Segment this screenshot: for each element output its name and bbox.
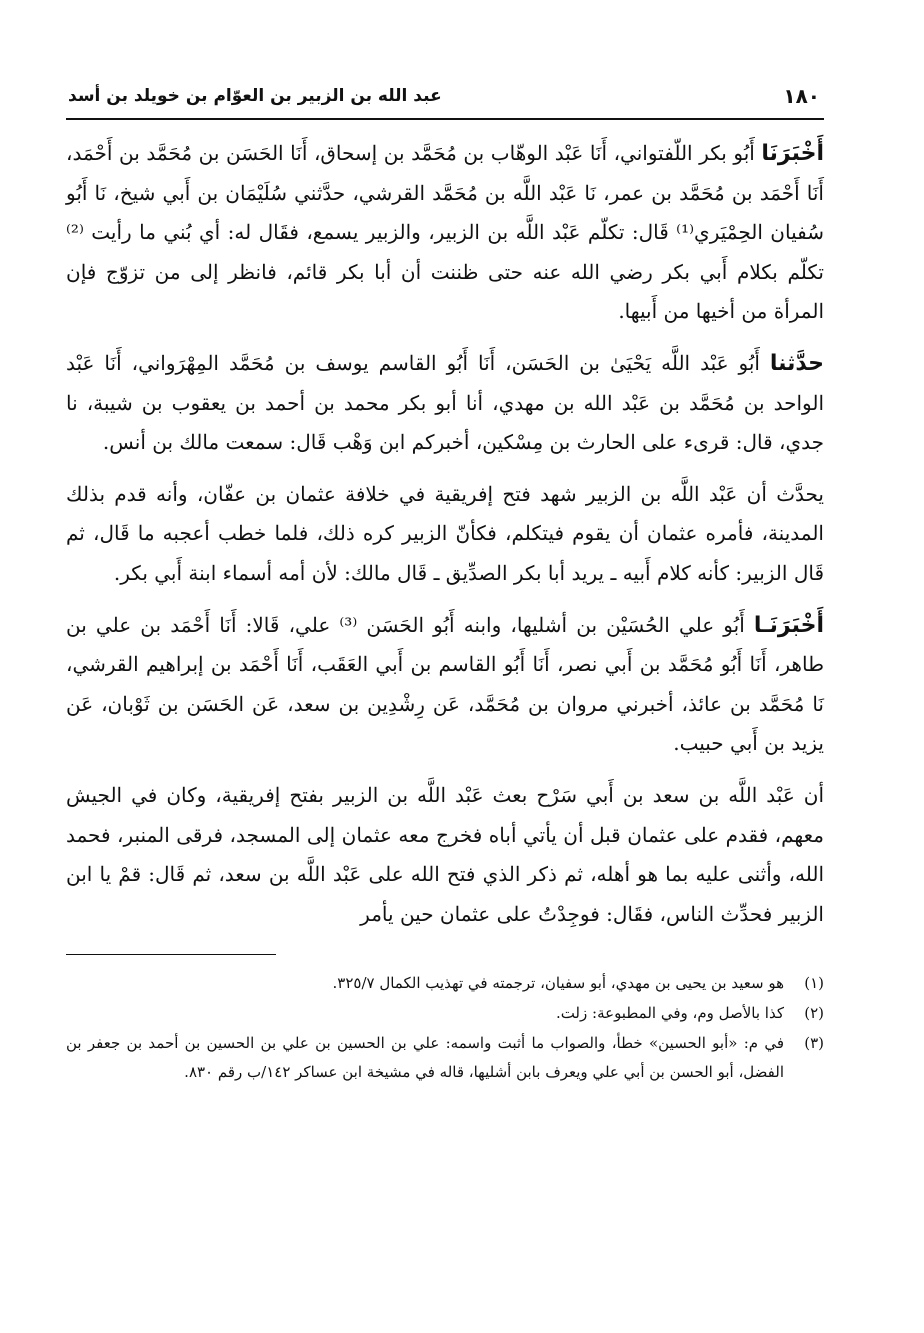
footnote-text: في م: «أبو الحسين» خطأ، والصواب ما أثبت واسمه: علي بن الحسين بن علي بن الحسين بن أحمد بن جعفر بن الفضل، أبو الحسن بن أبي علي ويعرف بابن أشليها، قاله في مشيخة ابن عساكر ١٤٢/ب رقم ٨٣٠. [66, 1034, 784, 1082]
book-page [66, 80, 824, 1310]
paragraph-lead-word: أَخْبَرَنَـا [753, 612, 824, 638]
footnote-text: كذا بالأصل وم، وفي المطبوعة: زلت. [555, 1004, 784, 1023]
paragraph-text: أَبُو بكر اللّفتواني، أَنَا عَبْد الوهّاب بن مُحَمَّد بن إسحاق، أَنَا الحَسَن بن مُحَمَّد بن أَحْمَد، أَنَا أَحْمَد بن مُحَمَّد بن عمر، نَا عَبْد اللَّه بن مُحَمَّد القرشي، حدَّثني سُلَيْمَان بن أَبي شيخ، نَا أَبُو سُفيان الحِمْيَري⁽¹⁾ قَال: تكلّم عَبْد اللَّه بن الزبير، والزبير يسمع، فقَال له: أي بُني ما رأيت ⁽²⁾ تكلّم بكلام أَبي بكر رضي الله عنه حتى ظننت أن أبا بكر قائم، فانظر إلى من تزوّج فإن المرأة من أخيها من أَبيها. [66, 141, 824, 324]
paragraph-text: يحدَّث أن عَبْد اللَّه بن الزبير شهد فتح إفريقية في خلافة عثمان بن عفّان، وأنه قدم بذلك المدينة، فأمره عثمان أن يقوم فيتكلم، فكأنّ الزبير كره ذلك، فلما خطب أعجبه ما قَال، ثم قَال الزبير: كأنه كلام أَبيه ـ يريد أبا بكر الصدِّيق ـ قَال مالك: لأن أمه أسماء ابنة أَبي بكر. [66, 481, 824, 585]
paragraph [66, 134, 824, 332]
paragraph-lead-word: حدَّثنا [769, 350, 824, 376]
footnote-number: (٢) [804, 1004, 824, 1023]
footnote [66, 1029, 824, 1087]
footnote-text: هو سعيد بن يحيى بن مهدي، أبو سفيان، ترجمته في تهذيب الكمال ٣٢٥/٧. [332, 974, 784, 993]
page-number: ١٨٠ [783, 84, 820, 108]
paragraph [66, 475, 824, 594]
running-header [66, 80, 824, 120]
footnote [66, 969, 824, 998]
footnote [66, 999, 824, 1028]
paragraph [66, 776, 824, 934]
footnotes [66, 969, 824, 1087]
main-text [66, 134, 824, 934]
paragraph-lead-word: أَخْبَرَنَا [761, 141, 824, 166]
paragraph-text: أن عَبْد اللَّه بن سعد بن أَبي سَرْح بعث عَبْد اللَّه بن الزبير بفتح إفريقية، وكان في الجيش معهم، فقدم على عثمان قبل أن يأتي أباه فخرج معه عثمان إلى المسجد، فرقى المنبر، فحمد الله، وأثنى عليه بما هو أهله، ثم ذكر الذي فتح الله على عَبْد اللَّه بن سعد، ثم قَال: قمْ يا ابن الزبير فحدِّث الناس، فقَال: فوجِدْتُ على عثمان حين يأمر [66, 782, 824, 926]
paragraph-text: أَبُو علي الحُسَيْن بن أشليها، وابنه أَبُو الحَسَن ⁽³⁾ علي، قَالا: أَنَا أَحْمَد بن علي بن طاهر، أَنَا أَبُو مُحَمَّد بن أَبي نصر، أَنَا أَبُو القاسم بن أَبي العَقَب، أَنَا أَحْمَد بن إبراهيم القرشي، نَا مُحَمَّد بن عائذ، أخبرني مروان بن مُحَمَّد، عَن رِشْدِين بن سعد، عَن الحَسَن بن ثَوْبان، عَن يزيد بن أَبي حبيب. [66, 612, 824, 756]
running-title: عبد الله بن الزبير بن العوّام بن خويلد بن أسد [68, 86, 442, 106]
footnote-separator [66, 954, 276, 955]
footnote-number: (٣) [804, 1034, 824, 1053]
footnote-number: (١) [804, 974, 824, 993]
paragraph-text: أَبُو عَبْد اللَّه يَحْيَىٰ بن الحَسَن، أَنَا أَبُو القاسم يوسف بن مُحَمَّد المِهْرَواني، أَنَا عَبْد الواحد بن مُحَمَّد بن عَبْد الله بن مهدي، أنا أبو بكر محمد بن أحمد بن يعقوب بن شيبة، نا جدي، قال: قرىء على الحارث بن مِسْكين، أخبركم ابن وَهْب قَال: سمعت مالك بن أنس. [66, 350, 824, 455]
paragraph [66, 606, 824, 764]
paragraph [66, 344, 824, 463]
